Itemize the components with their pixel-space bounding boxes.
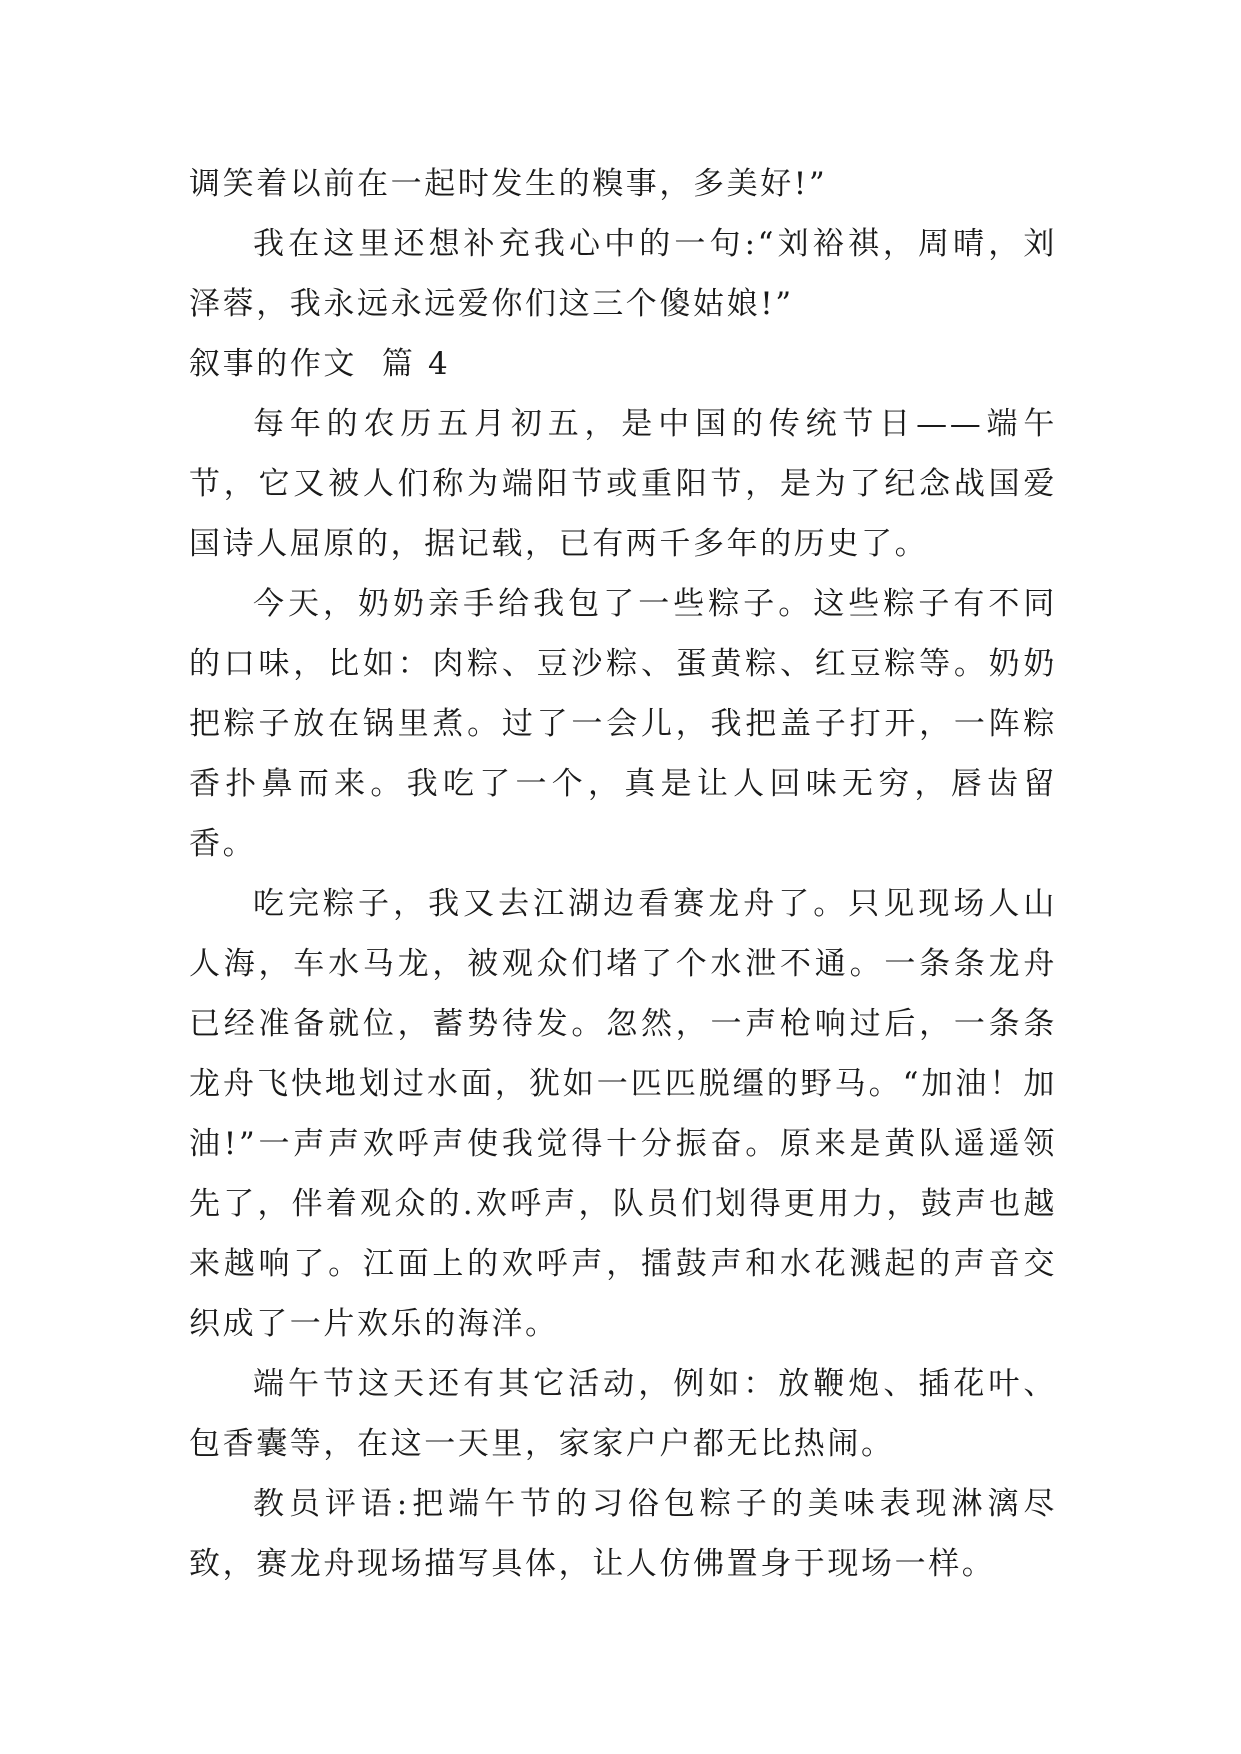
document-body [189,154,1057,1594]
body-paragraph: 端午节这天还有其它活动，例如：放鞭炮、插花叶、包香囊等，在这一天里，家家户户都无比热闹。 [189,1366,1057,1462]
body-paragraph: 每年的农历五月初五，是中国的传统节日——端午节，它又被人们称为端阳节或重阳节，是为了纪念战国爱国诗人屈原的，据记载，已有两千多年的历史了。 [189,406,1057,562]
body-paragraph: 吃完粽子，我又去江湖边看赛龙舟了。只见现场人山人海，车水马龙，被观众们堵了个水泄不通。一条条龙舟已经准备就位，蓄势待发。忽然，一声枪响过后，一条条龙舟飞快地划过水面，犹如一匹匹脱缰的野马。“加油！加油!”一声声欢呼声使我觉得十分振奋。原来是黄队遥遥领先了，伴着观众的.欢呼声，队员们划得更用力，鼓声也越来越响了。江面上的欢呼声，擂鼓声和水花溅起的声音交织成了一片欢乐的海洋。 [189,886,1057,1342]
continuation-line: 调笑着以前在一起时发生的糗事，多美好!” [189,166,828,202]
teacher-comment-paragraph: 教员评语:把端午节的习俗包粽子的美味表现淋漓尽致，赛龙舟现场描写具体，让人仿佛置身于现场一样。 [189,1486,1057,1582]
supplement-paragraph: 我在这里还想补充我心中的一句:“刘裕祺，周晴，刘泽蓉，我永远永远爱你们这三个傻姑娘!” [189,226,1057,322]
section-title: 叙事的作文 篇 4 [189,346,451,382]
body-paragraph: 今天，奶奶亲手给我包了一些粽子。这些粽子有不同的口味，比如：肉粽、豆沙粽、蛋黄粽、红豆粽等。奶奶把粽子放在锅里煮。过了一会儿，我把盖子打开，一阵粽香扑鼻而来。我吃了一个，真是让人回味无穷，唇齿留香。 [189,586,1057,862]
